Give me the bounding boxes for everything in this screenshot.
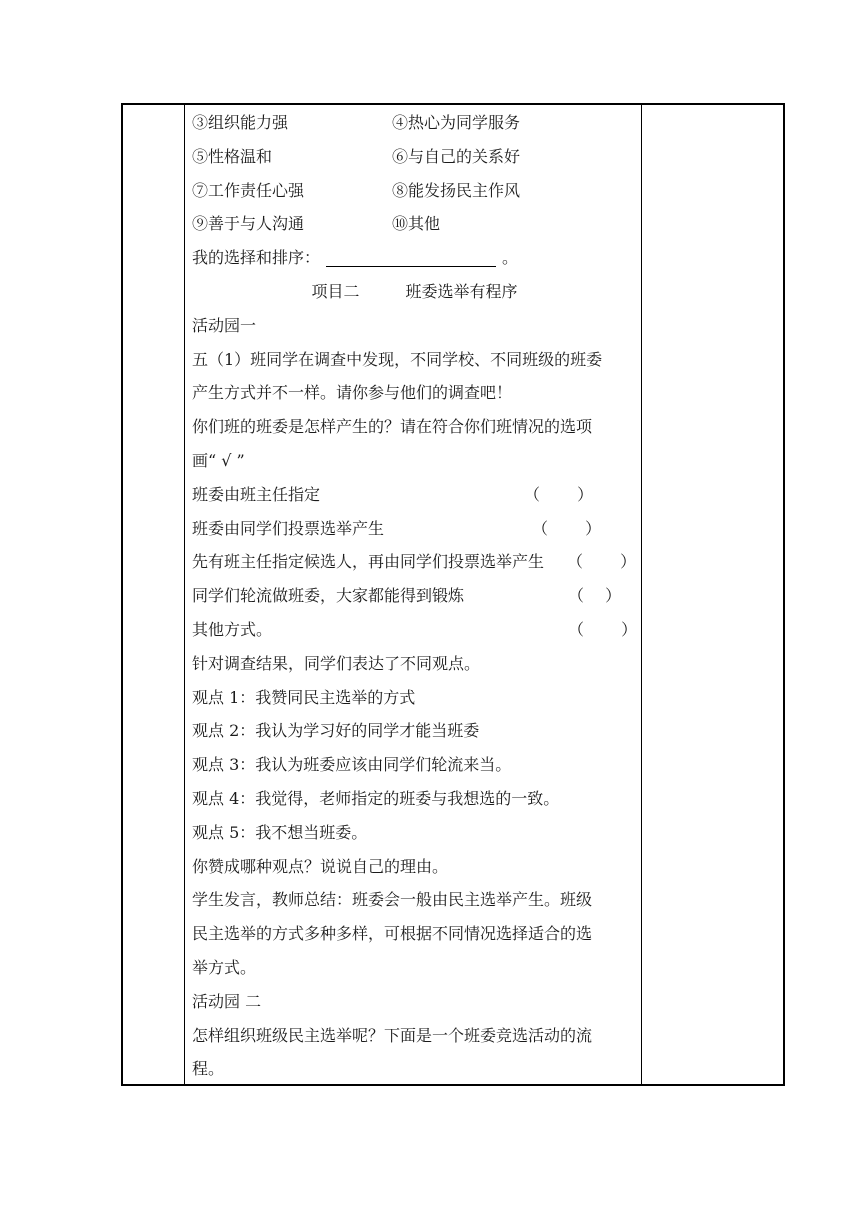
column-divider-left xyxy=(184,103,185,1086)
activity-heading: 活动园 二 xyxy=(192,991,262,1011)
column-divider-right xyxy=(641,103,642,1086)
option-item: ⑨善于与人沟通 xyxy=(192,214,305,234)
option-item: ⑧能发扬民主作风 xyxy=(392,180,521,200)
paragraph-line: 五（1）班同学在调查中发现，不同学校、不同班级的班委 xyxy=(192,349,603,369)
paragraph-line: 画“ √ ” xyxy=(192,450,245,470)
view-line: 观点 4：我觉得，老师指定的班委与我想选的一致。 xyxy=(192,788,560,808)
survey-text: 班委由同学们投票选举产生 xyxy=(192,518,385,538)
check-parentheses[interactable]: （ ） xyxy=(568,586,622,606)
survey-item xyxy=(192,545,637,579)
paragraph-line: 程。 xyxy=(192,1059,225,1079)
lesson-content xyxy=(192,106,637,1086)
option-row xyxy=(192,140,637,174)
view-line: 观点 2：我认为学习好的同学才能当班委 xyxy=(192,721,480,741)
section-title xyxy=(192,275,637,309)
activity-heading: 活动园一 xyxy=(192,315,257,335)
survey-item xyxy=(192,579,637,613)
survey-text: 同学们轮流做班委，大家都能得到锻炼 xyxy=(192,586,465,606)
option-item: ③组织能力强 xyxy=(192,113,289,132)
option-item: ⑥与自己的关系好 xyxy=(392,146,521,166)
option-row xyxy=(192,207,637,241)
paragraph-line: 学生发言，教师总结：班委会一般由民主选举产生。班级 xyxy=(192,890,593,910)
section-title-part: 班委选举有程序 xyxy=(405,281,518,301)
option-item: ⑩其他 xyxy=(392,214,441,234)
survey-text: 其他方式。 xyxy=(192,619,273,639)
check-parentheses[interactable]: （ ） xyxy=(567,552,637,572)
paragraph-line: 针对调查结果，同学们表达了不同观点。 xyxy=(192,653,481,673)
view-line: 观点 1：我赞同民主选举的方式 xyxy=(192,687,416,707)
paragraph-line: 举方式。 xyxy=(192,957,257,977)
choice-line xyxy=(192,241,637,275)
option-item: ⑤性格温和 xyxy=(192,146,273,166)
paragraph-line: 产生方式并不一样。请你参与他们的调查吧！ xyxy=(192,383,513,403)
view-line: 观点 5：我不想当班委。 xyxy=(192,822,368,842)
section-title-part: 项目二 xyxy=(311,281,360,301)
survey-item xyxy=(192,478,637,512)
paragraph-line: 你们班的班委是怎样产生的？请在符合你们班情况的选项 xyxy=(192,417,593,437)
view-line: 观点 3：我认为班委应该由同学们轮流来当。 xyxy=(192,755,512,775)
choice-end: 。 xyxy=(502,248,519,268)
option-item: ⑦工作责任心强 xyxy=(192,180,305,200)
option-item: ④热心为同学服务 xyxy=(392,113,521,132)
option-row xyxy=(192,174,637,208)
survey-item xyxy=(192,512,637,546)
check-parentheses[interactable]: （ ） xyxy=(532,518,602,538)
check-parentheses[interactable]: （ ） xyxy=(568,619,638,639)
paragraph-line: 怎样组织班级民主选举呢？下面是一个班委竞选活动的流 xyxy=(192,1025,593,1045)
option-row xyxy=(192,106,637,140)
paragraph-line: 民主选举的方式多种多样，可根据不同情况选择适合的选 xyxy=(192,924,593,944)
survey-text: 班委由班主任指定 xyxy=(192,484,321,504)
check-parentheses[interactable]: （ ） xyxy=(524,484,594,504)
survey-text: 先有班主任指定候选人，再由同学们投票选举产生 xyxy=(192,552,545,572)
paragraph-line: 你赞成哪种观点？说说自己的理由。 xyxy=(192,856,449,876)
choice-prompt: 我的选择和排序： xyxy=(192,248,321,268)
survey-item xyxy=(192,613,637,647)
answer-blank[interactable] xyxy=(326,246,496,267)
